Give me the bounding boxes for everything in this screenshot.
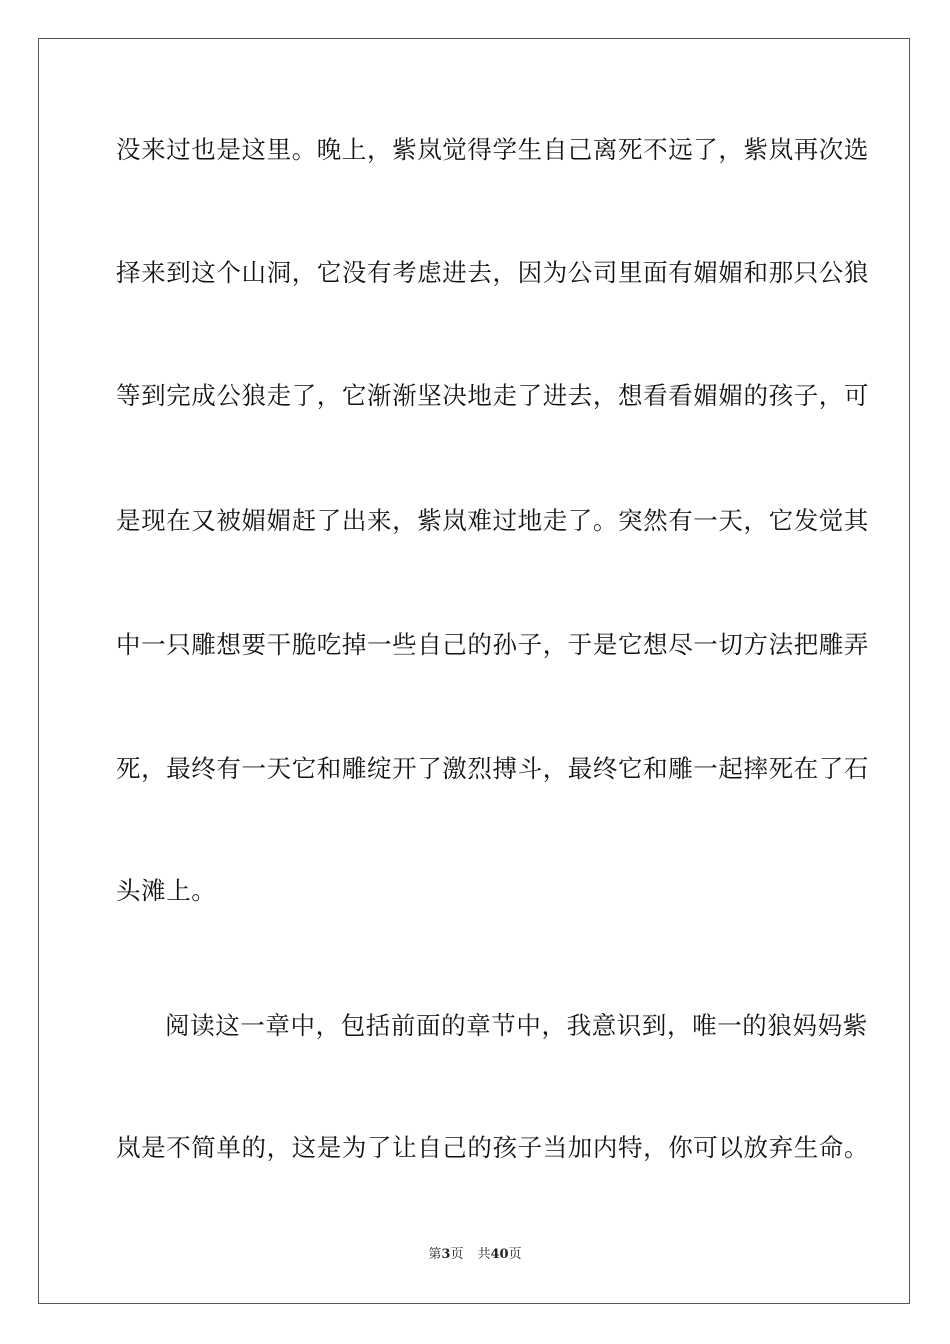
page-suffix: 页 bbox=[450, 1247, 464, 1262]
text-line: 头滩上。 bbox=[116, 876, 217, 905]
text-line: 择来到这个山洞，它没有考虑进去，因为公司里面有媚媚和那只公狼 bbox=[116, 258, 869, 287]
text-line: 是现在又被媚媚赶了出来，紫岚难过地走了。突然有一天，它发觉其 bbox=[116, 506, 869, 535]
text-line: 岚是不简单的，这是为了让自己的孩子当加内特，你可以放弃生命。 bbox=[116, 1133, 869, 1162]
text-line: 中一只雕想要干脆吃掉一些自己的孙子，于是它想尽一切方法把雕弄 bbox=[116, 630, 869, 659]
total-suffix: 页 bbox=[508, 1247, 522, 1262]
total-prefix: 共 bbox=[477, 1247, 491, 1262]
text-line: 死，最终有一天它和雕绽开了激烈搏斗，最终它和雕一起摔死在了石 bbox=[116, 754, 869, 783]
text-line: 等到完成公狼走了，它渐渐坚决地走了进去，想看看媚媚的孩子，可 bbox=[116, 381, 869, 410]
page-footer bbox=[0, 1246, 950, 1264]
paragraph-start-line: 阅读这一章中，包括前面的章节中，我意识到，唯一的狼妈妈紫 bbox=[165, 1011, 868, 1040]
text-line: 没来过也是这里。晚上，紫岚觉得学生自己离死不远了，紫岚再次选 bbox=[116, 135, 869, 164]
total-pages: 40 bbox=[490, 1247, 509, 1262]
page-prefix: 第 bbox=[428, 1247, 442, 1262]
page-border bbox=[38, 38, 910, 1304]
page-number: 3 bbox=[441, 1247, 451, 1262]
